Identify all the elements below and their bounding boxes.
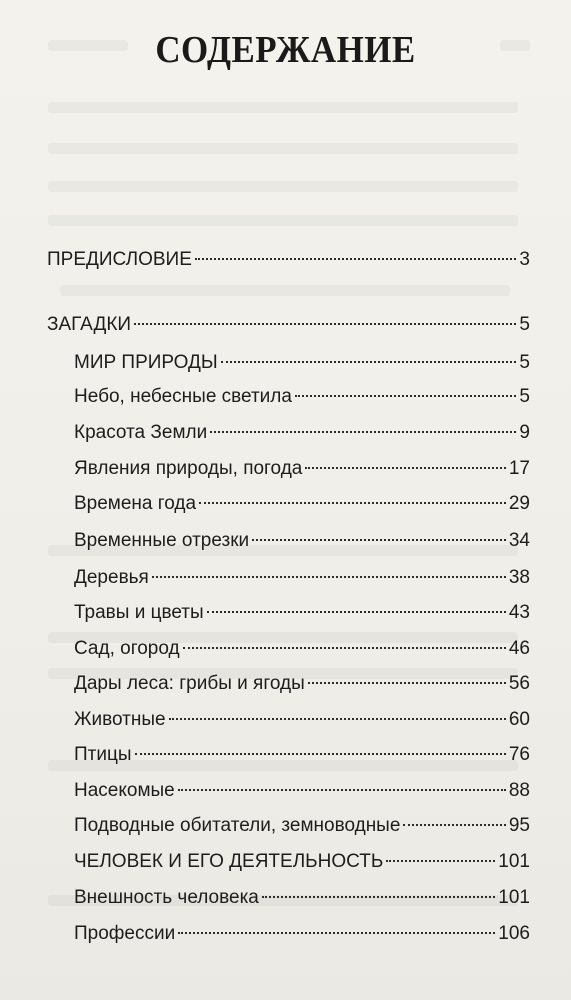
dot-leader <box>308 682 506 684</box>
toc-entry-page: 9 <box>519 422 530 443</box>
toc-entry-label: Сад, огород <box>74 638 180 659</box>
toc-entry-label: МИР ПРИРОДЫ <box>74 352 218 373</box>
toc-entry-page: 106 <box>498 923 530 944</box>
toc-entry-page: 101 <box>498 887 530 908</box>
toc-entry-page: 101 <box>498 851 530 872</box>
toc-entry-page: 60 <box>508 709 530 730</box>
dot-leader <box>134 323 516 325</box>
toc-entry-page: 38 <box>508 567 530 588</box>
toc-entry-label: Времена года <box>74 493 197 514</box>
toc-entry <box>74 637 530 661</box>
dot-leader <box>169 718 506 720</box>
toc-entry-label: ЧЕЛОВЕК И ЕГО ДЕЯТЕЛЬНОСТЬ <box>74 851 384 872</box>
toc-entry <box>74 672 530 696</box>
toc-entry-label: Временные отрезки <box>74 530 250 551</box>
dot-leader <box>295 395 516 397</box>
dot-leader <box>195 258 517 260</box>
dot-leader <box>183 647 506 649</box>
toc-entry <box>74 421 530 445</box>
toc-entry-label: Травы и цветы <box>74 602 204 623</box>
toc-entry-page: 56 <box>508 673 530 694</box>
toc-entry <box>74 566 530 590</box>
toc-entry-label: Явления природы, погода <box>74 458 303 479</box>
toc-entry-page: 46 <box>508 638 530 659</box>
toc-entry-label: Насекомые <box>74 780 175 801</box>
toc-entry-page: 34 <box>508 530 530 551</box>
dot-leader <box>252 539 506 541</box>
toc-entry <box>74 529 530 553</box>
toc-entry-label: ЗАГАДКИ <box>47 314 132 335</box>
toc-entry <box>74 708 530 732</box>
toc-entry <box>74 779 530 803</box>
dot-leader <box>386 860 495 862</box>
dot-leader <box>135 753 506 755</box>
toc-entry <box>47 248 530 272</box>
dot-leader <box>178 789 506 791</box>
toc-entry <box>74 385 530 409</box>
toc-entry-label: Профессии <box>74 923 176 944</box>
toc-entry <box>74 814 530 838</box>
toc-entry <box>74 351 530 375</box>
toc-entry-label: Внешность человека <box>74 887 259 908</box>
toc-entry <box>74 601 530 625</box>
dot-leader <box>221 361 517 363</box>
toc-entry <box>74 886 530 910</box>
toc-entry-page: 29 <box>508 493 530 514</box>
toc-entry-page: 95 <box>508 815 530 836</box>
dot-leader <box>262 896 495 898</box>
toc-entry <box>74 922 530 946</box>
toc-entry <box>74 743 530 767</box>
toc-entry-page: 5 <box>519 314 530 335</box>
page-title: СОДЕРЖАНИЕ <box>155 29 416 71</box>
toc-entry-label: Птицы <box>74 744 132 765</box>
toc-entry-page: 43 <box>508 602 530 623</box>
toc-entry-label: Небо, небесные светила <box>74 386 292 407</box>
toc-entry <box>74 457 530 481</box>
toc-entry-page: 76 <box>508 744 530 765</box>
dot-leader <box>178 932 495 934</box>
toc-entry-page: 5 <box>519 352 530 373</box>
toc-entry-label: ПРЕДИСЛОВИЕ <box>47 249 192 270</box>
toc-entry <box>74 492 530 516</box>
dot-leader <box>305 467 505 469</box>
dot-leader <box>152 576 506 578</box>
toc-entry-label: Дары леса: грибы и ягоды <box>74 673 305 694</box>
toc-entry-label: Красота Земли <box>74 422 208 443</box>
dot-leader <box>207 611 506 613</box>
toc-entry <box>74 850 530 874</box>
toc-entry-label: Подводные обитатели, земноводные <box>74 815 401 836</box>
toc-entry <box>47 313 530 337</box>
dot-leader <box>210 431 516 433</box>
dot-leader <box>403 824 505 826</box>
toc-entry-page: 5 <box>519 386 530 407</box>
toc-entry-label: Деревья <box>74 567 149 588</box>
toc-entry-page: 17 <box>508 458 530 479</box>
toc-entry-page: 3 <box>519 249 530 270</box>
toc-entry-page: 88 <box>508 780 530 801</box>
toc-entry-label: Животные <box>74 709 166 730</box>
dot-leader <box>199 502 506 504</box>
